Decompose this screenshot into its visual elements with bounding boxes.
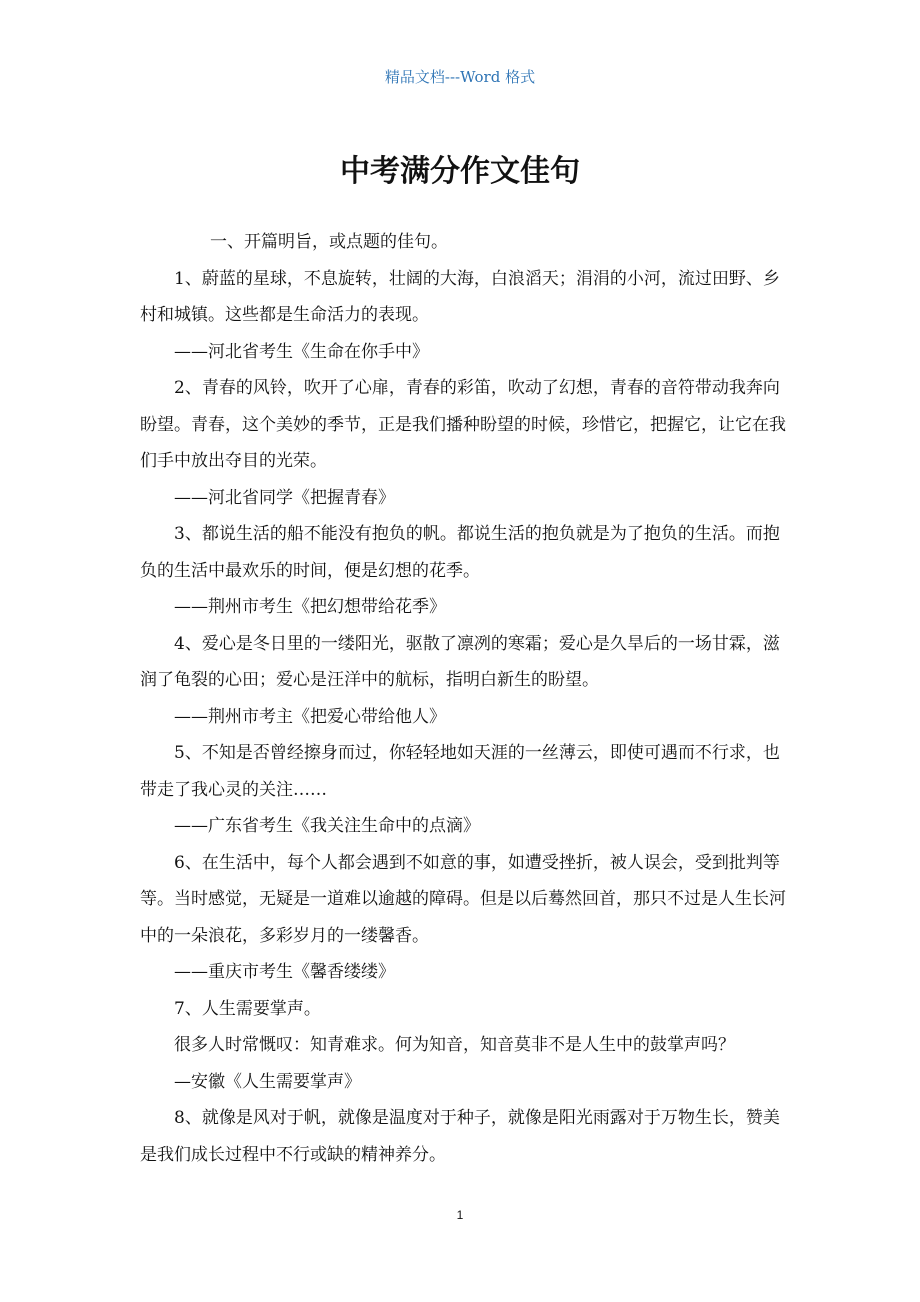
quote-paragraph: 4、爱心是冬日里的一缕阳光，驱散了凛冽的寒霜；爱心是久旱后的一场甘霖，滋润了龟裂的心田；爱心是汪洋中的航标，指明白新生的盼望。 [140, 633, 780, 690]
document-header: 精品文档---Word 格式 [384, 68, 536, 86]
quote-paragraph: 很多人时常慨叹：知青难求。何为知音，知音莫非不是人生中的鼓掌声吗？ [174, 1035, 735, 1055]
quote-paragraph: 8、就像是风对于帆，就像是温度对于种子，就像是阳光雨露对于万物生长，赞美是我们成长过程中不行或缺的精神养分。 [140, 1108, 780, 1165]
quote-attribution: ——河北省同学《把握青春》 [174, 487, 395, 508]
quote-paragraph: 7、人生需要掌声。 [174, 998, 321, 1019]
quote-paragraph: 2、青春的风铃，吹开了心扉，青春的彩笛，吹动了幻想，青春的音符带动我奔向盼望。青春，这个美妙的季节，正是我们播种盼望的时候，珍惜它，把握它，让它在我们手中放出夺目的光荣。 [140, 378, 786, 471]
document-body [140, 224, 790, 1173]
quote-attribution: ——重庆市考生《馨香缕缕》 [174, 962, 395, 982]
quote-attribution: ——荆州市考生《把幻想带给花季》 [174, 597, 446, 617]
document-title: 中考满分作文佳句 [340, 154, 580, 189]
quote-paragraph: 5、不知是否曾经擦身而过，你轻轻地如天涯的一丝薄云，即使可遇而不行求，也带走了我心灵的关注…… [140, 743, 780, 800]
quote-attribution: ——荆州市考主《把爱心带给他人》 [174, 706, 446, 727]
quote-attribution: ——广东省考生《我关注生命中的点滴》 [174, 816, 480, 836]
page-number: 1 [456, 1208, 464, 1222]
quote-paragraph: 6、在生活中，每个人都会遇到不如意的事，如遭受挫折，被人误会，受到批判等等。当时感觉，无疑是一道难以逾越的障碍。但是以后蓦然回首，那只不过是人生长河中的一朵浪花，多彩岁月的一缕馨香。 [140, 852, 786, 946]
quote-paragraph: 3、都说生活的船不能没有抱负的帆。都说生活的抱负就是为了抱负的生活。而抱负的生活中最欢乐的时间，便是幻想的花季。 [140, 524, 780, 581]
quote-paragraph: 1、蔚蓝的星球，不息旋转，壮阔的大海，白浪滔天；涓涓的小河，流过田野、乡村和城镇。这些都是生命活力的表现。 [140, 268, 780, 325]
quote-attribution: —安徽《人生需要掌声》 [174, 1071, 361, 1092]
section-heading: 一、开篇明旨，或点题的佳句。 [210, 232, 448, 252]
quote-attribution: ——河北省考生《生命在你手中》 [174, 341, 429, 362]
